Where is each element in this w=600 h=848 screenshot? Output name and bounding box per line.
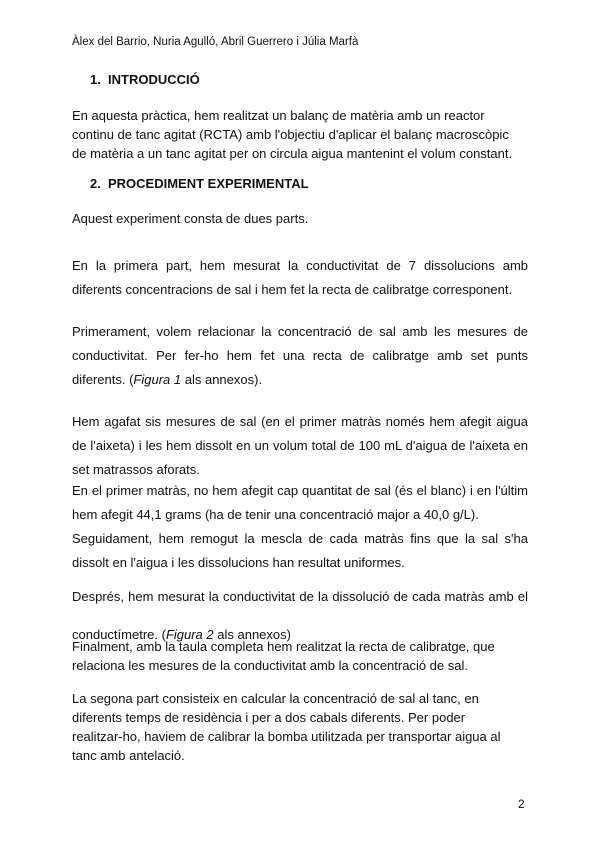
section-number: 2. [90,176,101,191]
text-line: La segona part consisteix en calcular la concentració de sal al tanc, en [72,691,479,706]
intro-paragraph [72,106,528,163]
paragraph-salt-samples: Hem agafat sis mesures de sal (en el primer matràs només hem afegit aigua de l'aixeta) i les hem dissolt en un volum total de 100 mL d'aigua de l'aixeta en set matrassos aforats. [72,414,528,477]
paragraph-second-part [72,689,528,765]
text-line: realitzar-ho, haviem de calibrar la bomba utilitzada per transportar aigua al [72,729,501,744]
text-line: En aquesta pràctica, hem realitzat un balanç de matèria amb un reactor [72,108,485,123]
paragraph-first-flask: En el primer matràs, no hem afegit cap quantitat de sal (és el blanc) i en l'últim hem afegit 44,1 grams (ha de tenir una concentració major a 40,0 g/L). [72,483,528,522]
paragraph-conductimeter [72,587,528,644]
text-line: relaciona les mesures de la conductivitat amb la concentració de sal. [72,658,468,673]
paragraph-mixing: Seguidament, hem remogut la mescla de cada matràs fins que la sal s'ha dissolt en l'aigua i les dissolucions han resultat uniformes. [72,531,528,570]
figure-reference: Figura 1 [133,372,182,387]
paragraph-first-part: En la primera part, hem mesurat la conductivitat de 7 dissolucions amb diferents concentracions de sal i hem fet la recta de calibratge corresponent. [72,258,528,297]
paragraph-calibration: Primerament, volem relacionar la concentració de sal amb les mesures de conductivitat. Per fer-ho hem fet una recta de calibratge amb set punts diferents. (Figura 1 als annexos). [72,324,528,387]
text-line: Finalment, amb la taula completa hem realitzat la recta de calibratge, que [72,639,495,654]
paragraph-parts: Aquest experiment consta de dues parts. [72,211,309,226]
section-heading-procediment [90,176,309,191]
figure-reference: Figura 2 [165,627,214,642]
text-line: diferents temps de residència i per a dos cabals diferents. Per poder [72,710,466,725]
section-number: 1. [90,72,101,87]
text-line: de matèria a un tanc agitat per on circula aigua mantenint el volum constant. [72,146,513,161]
text-line: tanc amb antelació. [72,748,185,763]
text-line: continu de tanc agitat (RCTA) amb l'objectiu d'aplicar el balanç macroscòpic [72,127,509,142]
text-line: Després, hem mesurat la conductivitat de la dissolució de cada matràs amb el [72,589,528,604]
running-header: Àlex del Barrio, Nuria Agulló, Abril Guerrero i Júlia Marfà [72,36,359,48]
section-title: INTRODUCCIÓ [108,72,200,87]
section-title: PROCEDIMENT EXPERIMENTAL [108,176,309,191]
paragraph-finally [72,637,528,675]
page-number: 2 [518,797,525,811]
text-line: conductímetre. (Figura 2 als annexos) [72,627,291,642]
section-heading-introduccio [90,72,200,87]
